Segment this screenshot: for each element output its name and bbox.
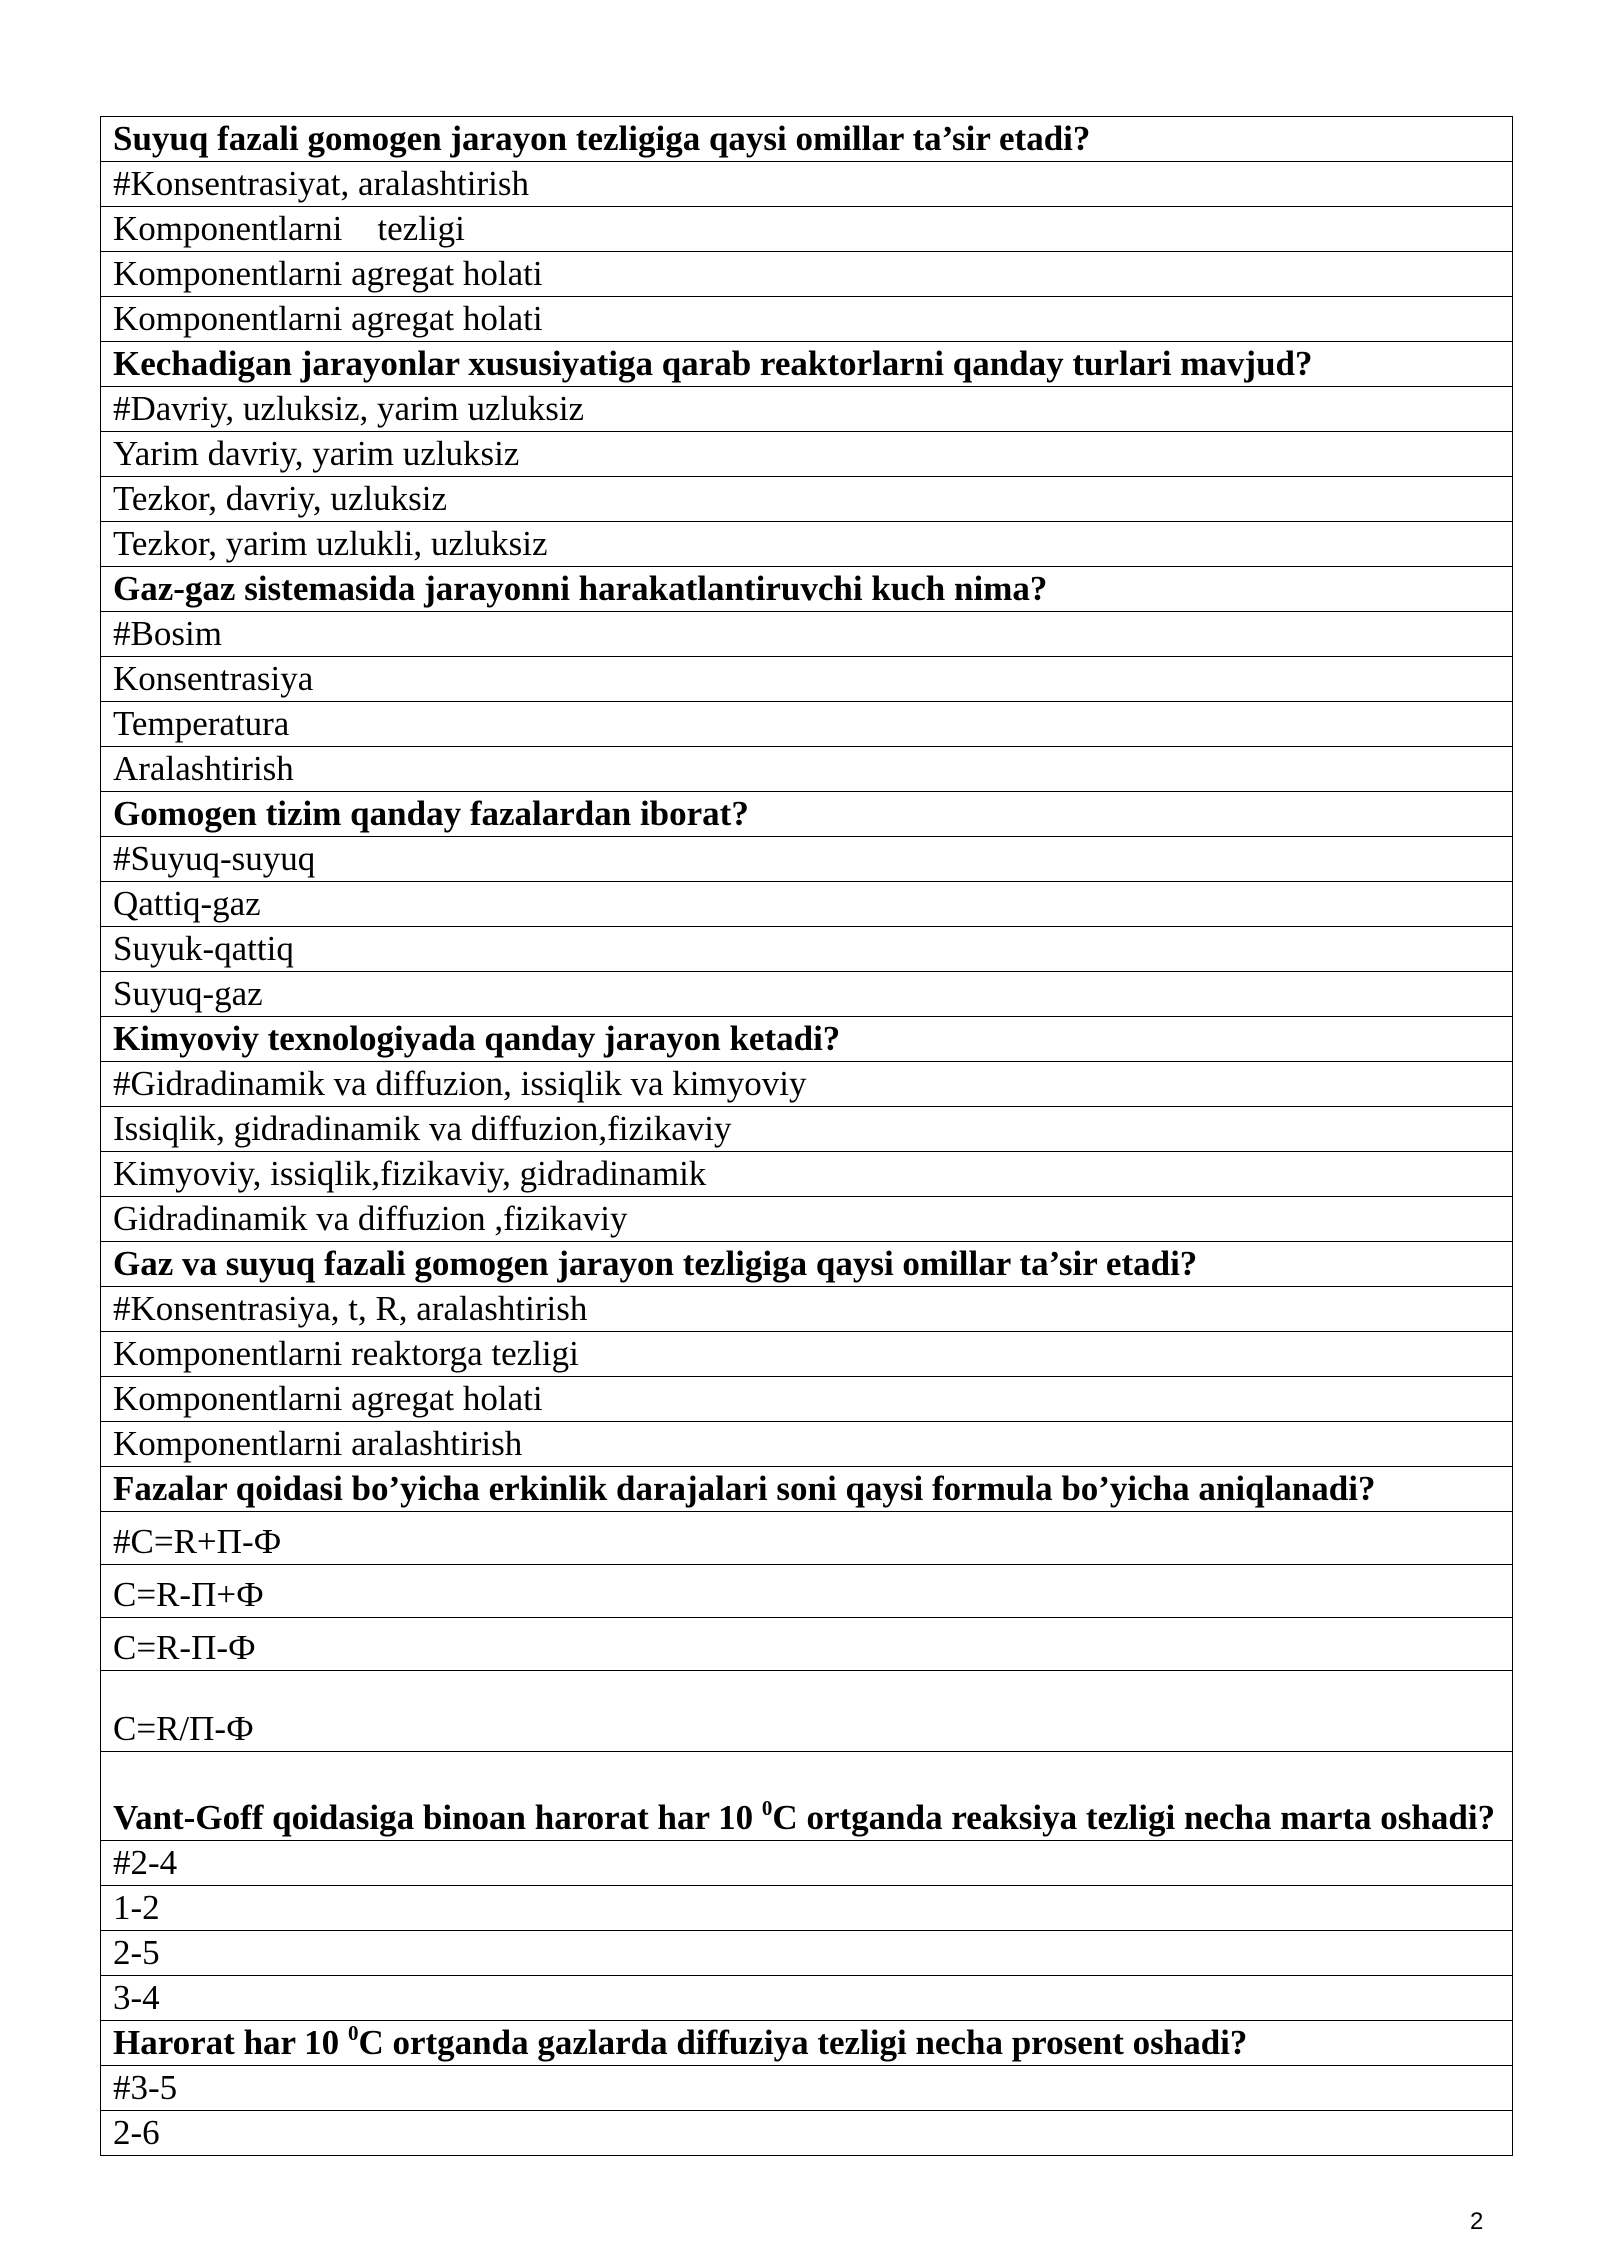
question-text-part: Harorat har 10	[113, 2023, 348, 2062]
answer-text: Suyuk-qattiq	[101, 927, 1513, 972]
answer-row	[101, 207, 1513, 252]
answer-text: Kimyoviy, issiqlik,fizikaviy, gidradinamik	[101, 1152, 1513, 1197]
answer-text: Qattiq-gaz	[101, 882, 1513, 927]
answer-row	[101, 837, 1513, 882]
answer-text: #Konsentrasiya, t, R, aralashtirish	[101, 1287, 1513, 1332]
answer-text: C=R/П-Ф	[101, 1671, 1513, 1752]
answer-row	[101, 2111, 1513, 2156]
answer-row	[101, 882, 1513, 927]
answer-text: 2-5	[101, 1931, 1513, 1976]
answer-row	[101, 1152, 1513, 1197]
question-text: Gaz-gaz sistemasida jarayonni harakatlantiruvchi kuch nima?	[101, 567, 1513, 612]
answer-text: Tezkor, yarim uzlukli, uzluksiz	[101, 522, 1513, 567]
question-text	[101, 2021, 1513, 2066]
answer-row	[101, 522, 1513, 567]
answer-text: Komponentlarni agregat holati	[101, 297, 1513, 342]
answer-row	[101, 702, 1513, 747]
question-row	[101, 1242, 1513, 1287]
question-text-part: C ortganda reaksiya tezligi necha marta oshadi?	[772, 1798, 1496, 1837]
page-number: 2	[1470, 2208, 1484, 2235]
answer-text: Komponentlarni reaktorga tezligi	[101, 1332, 1513, 1377]
answer-text: 1-2	[101, 1886, 1513, 1931]
question-text: Gaz va suyuq fazali gomogen jarayon tezligiga qaysi omillar ta’sir etadi?	[101, 1242, 1513, 1287]
answer-row	[101, 1565, 1513, 1618]
question-row	[101, 117, 1513, 162]
quiz-table	[100, 116, 1513, 2156]
answer-row	[101, 972, 1513, 1017]
quiz-sheet	[100, 116, 1513, 2156]
answer-row	[101, 657, 1513, 702]
answer-text: Konsentrasiya	[101, 657, 1513, 702]
answer-text: Tezkor, davriy, uzluksiz	[101, 477, 1513, 522]
answer-text: 3-4	[101, 1976, 1513, 2021]
degree-superscript: 0	[761, 1796, 773, 1820]
answer-row	[101, 1062, 1513, 1107]
answer-row	[101, 1618, 1513, 1671]
answer-row	[101, 2066, 1513, 2111]
answer-row	[101, 1841, 1513, 1886]
answer-text: #Bosim	[101, 612, 1513, 657]
answer-text: Suyuq-gaz	[101, 972, 1513, 1017]
question-text: Fazalar qoidasi bo’yicha erkinlik darajalari soni qaysi formula bo’yicha aniqlanadi?	[101, 1467, 1513, 1512]
answer-row	[101, 1671, 1513, 1752]
answer-row	[101, 1197, 1513, 1242]
question-text: Kimyoviy texnologiyada qanday jarayon ketadi?	[101, 1017, 1513, 1062]
answer-text: Aralashtirish	[101, 747, 1513, 792]
answer-row	[101, 1332, 1513, 1377]
answer-text: #Suyuq-suyuq	[101, 837, 1513, 882]
answer-text: #Davriy, uzluksiz, yarim uzluksiz	[101, 387, 1513, 432]
answer-row	[101, 747, 1513, 792]
question-text	[101, 1752, 1513, 1841]
answer-row	[101, 477, 1513, 522]
question-text: Kechadigan jarayonlar xususiyatiga qarab reaktorlarni qanday turlari mavjud?	[101, 342, 1513, 387]
answer-row	[101, 162, 1513, 207]
answer-text: Gidradinamik va diffuzion ,fizikaviy	[101, 1197, 1513, 1242]
question-text: Suyuq fazali gomogen jarayon tezligiga qaysi omillar ta’sir etadi?	[101, 117, 1513, 162]
answer-row	[101, 612, 1513, 657]
answer-row	[101, 1976, 1513, 2021]
question-row	[101, 342, 1513, 387]
answer-text: #Konsentrasiyat, aralashtirish	[101, 162, 1513, 207]
answer-row	[101, 927, 1513, 972]
answer-row	[101, 1107, 1513, 1152]
question-row	[101, 1467, 1513, 1512]
question-row	[101, 2021, 1513, 2066]
answer-text: Yarim davriy, yarim uzluksiz	[101, 432, 1513, 477]
answer-row	[101, 387, 1513, 432]
degree-superscript: 0	[347, 2021, 359, 2045]
question-row	[101, 567, 1513, 612]
answer-row	[101, 1886, 1513, 1931]
answer-text: Temperatura	[101, 702, 1513, 747]
question-row	[101, 1017, 1513, 1062]
answer-text: #3-5	[101, 2066, 1513, 2111]
answer-text: #Gidradinamik va diffuzion, issiqlik va kimyoviy	[101, 1062, 1513, 1107]
answer-row	[101, 1931, 1513, 1976]
question-text: Gomogen tizim qanday fazalardan iborat?	[101, 792, 1513, 837]
answer-text: Komponentlarni aralashtirish	[101, 1422, 1513, 1467]
answer-text: C=R-П-Ф	[101, 1618, 1513, 1671]
answer-row	[101, 297, 1513, 342]
answer-text: Issiqlik, gidradinamik va diffuzion,fizikaviy	[101, 1107, 1513, 1152]
question-row	[101, 792, 1513, 837]
question-text-part: Vant-Goff qoidasiga binoan harorat har 10	[113, 1798, 762, 1837]
answer-text: C=R-П+Ф	[101, 1565, 1513, 1618]
answer-row	[101, 1512, 1513, 1565]
answer-row	[101, 432, 1513, 477]
answer-text: Komponentlarni agregat holati	[101, 252, 1513, 297]
answer-text: Komponentlarni tezligi	[101, 207, 1513, 252]
answer-row	[101, 252, 1513, 297]
question-row	[101, 1752, 1513, 1841]
answer-text: Komponentlarni agregat holati	[101, 1377, 1513, 1422]
answer-text: #2-4	[101, 1841, 1513, 1886]
answer-row	[101, 1287, 1513, 1332]
answer-row	[101, 1422, 1513, 1467]
answer-text: 2-6	[101, 2111, 1513, 2156]
answer-text: #C=R+П-Ф	[101, 1512, 1513, 1565]
question-text-part: C ortganda gazlarda diffuziya tezligi necha prosent oshadi?	[358, 2023, 1248, 2062]
answer-row	[101, 1377, 1513, 1422]
